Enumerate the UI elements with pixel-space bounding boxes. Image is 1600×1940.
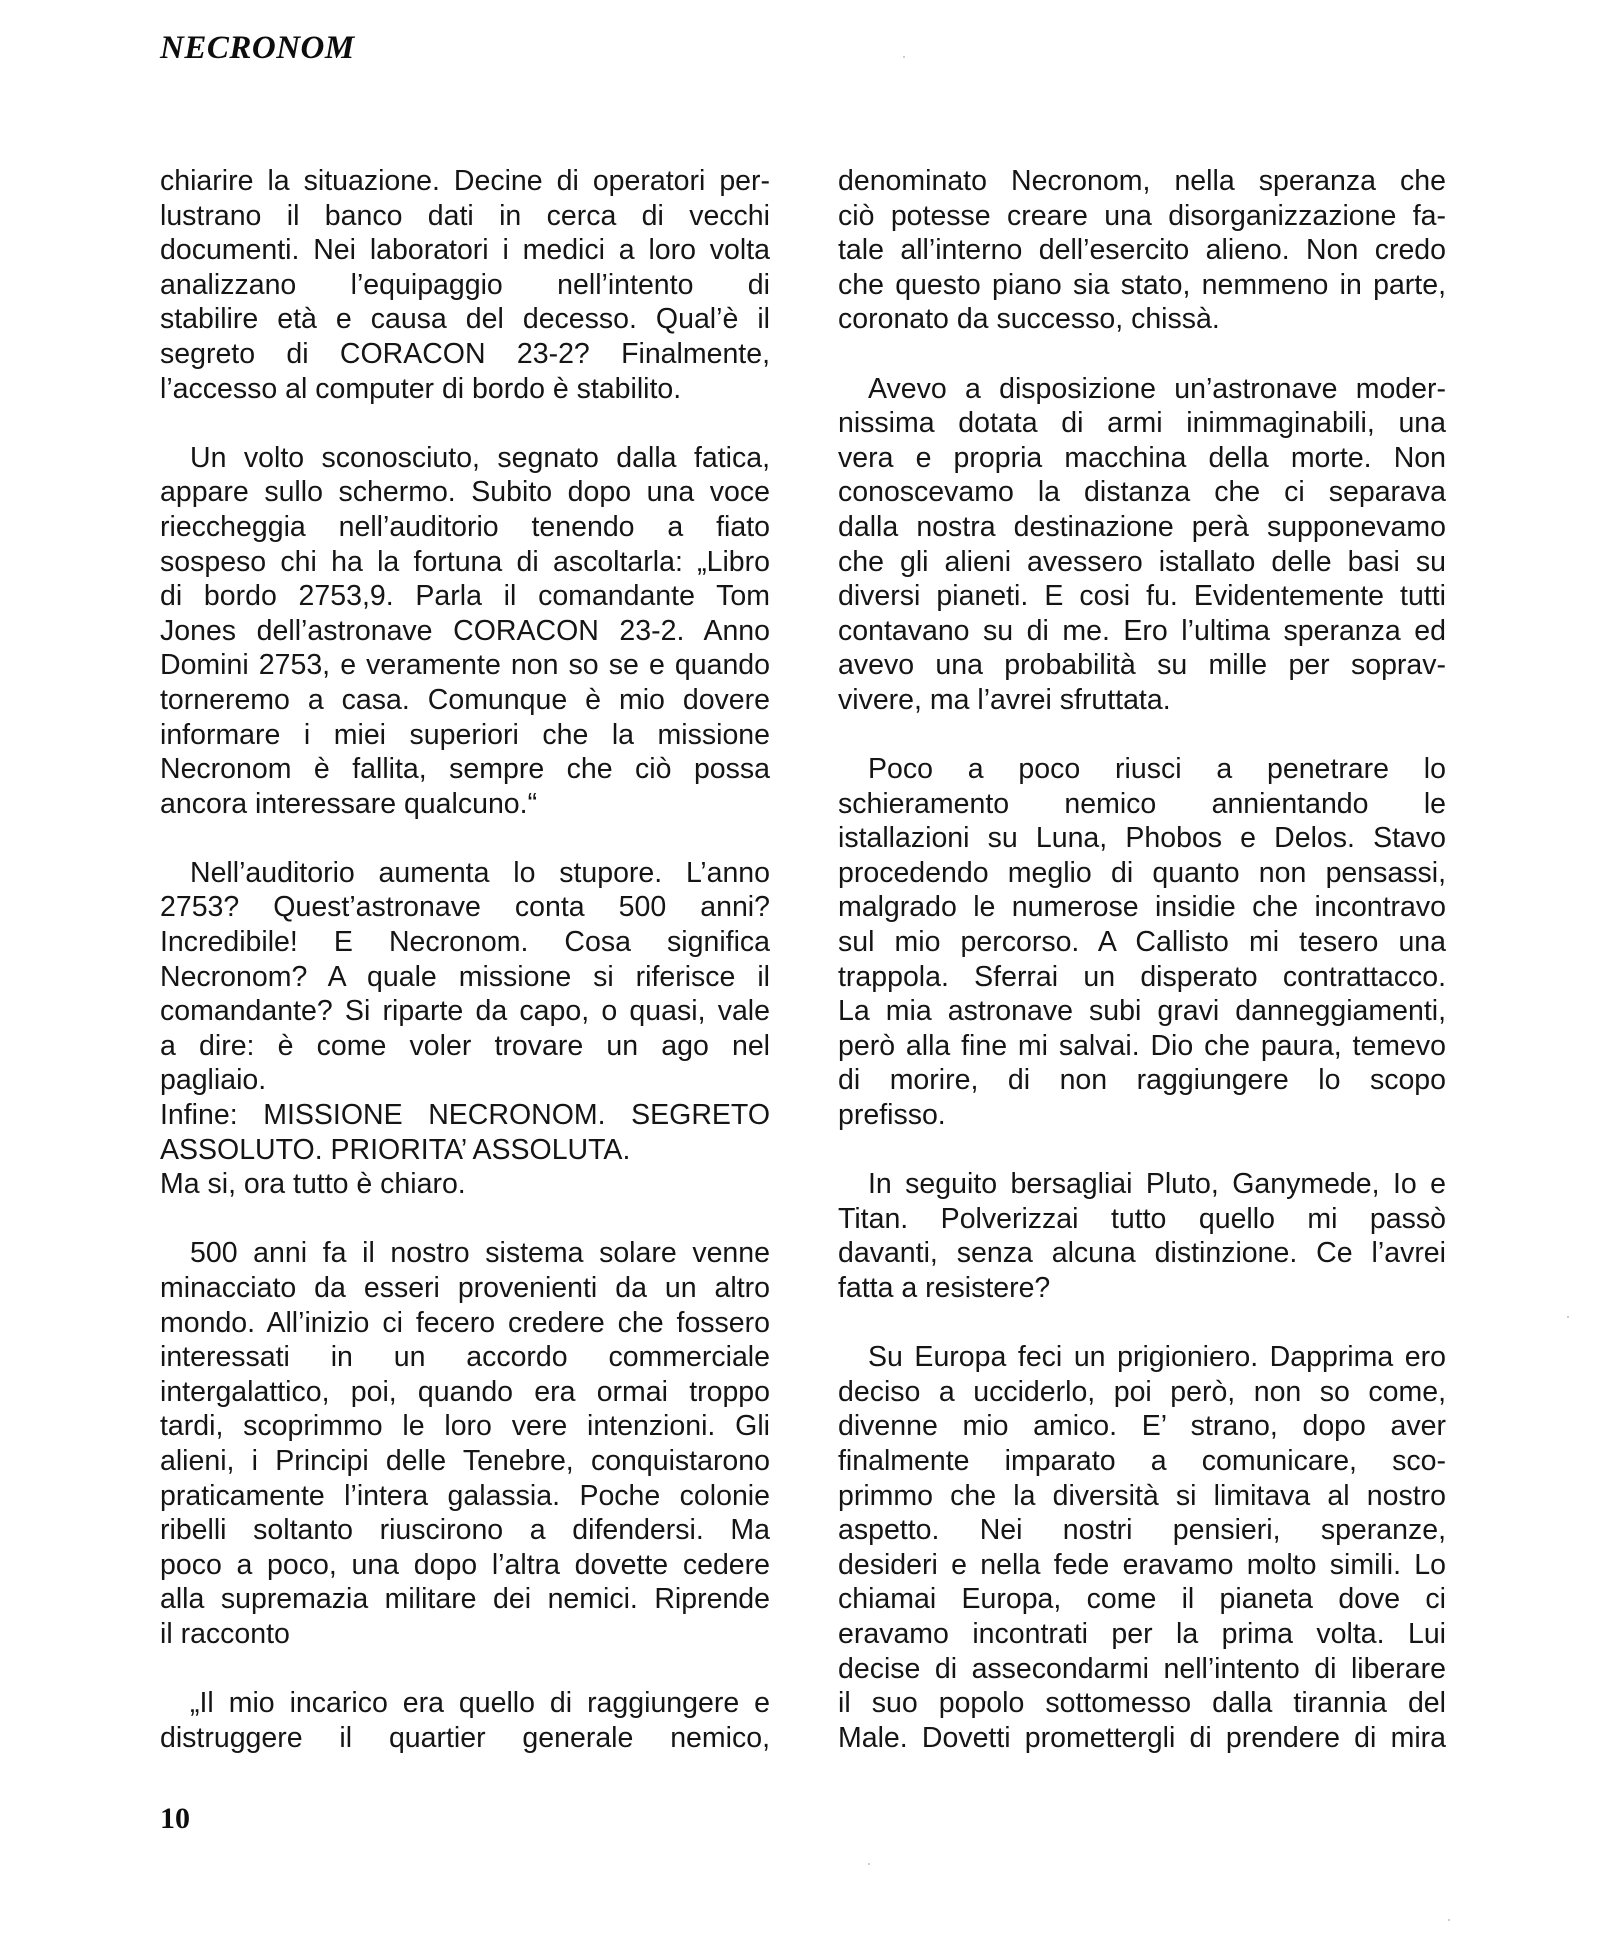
paragraph [160, 164, 770, 406]
text-line: contavano su di me. Ero l’ultima speranza ed [838, 614, 1446, 647]
text-line: desideri e nella fede eravamo molto simili. Lo [838, 1548, 1446, 1581]
text-line: Necronom? A quale missione si riferisce il [160, 960, 770, 993]
text-line: Su Europa feci un prigioniero. Dapprima ero [868, 1341, 1446, 1374]
text-line: segreto di CORACON 23-2? Finalmente, [160, 337, 770, 370]
text-line: l’accesso al computer di bordo è stabilito. [160, 372, 682, 405]
text-line: fatta a resistere? [838, 1272, 1051, 1304]
text-line: Necronom è fallita, sempre che ciò possa [160, 753, 770, 786]
text-line: Avevo a disposizione un’astronave moder- [868, 372, 1446, 405]
text-line: aspetto. Nei nostri pensieri, speranze, [838, 1514, 1446, 1547]
text-line: dalla nostra destinazione perà supponevamo [838, 510, 1446, 543]
text-line: Domini 2753, e veramente non so se e quando [160, 649, 770, 682]
text-line: ciò potesse creare una disorganizzazione fa- [838, 199, 1446, 232]
text-line: nissima dotata di armi inimmaginabili, una [838, 407, 1446, 440]
text-line: lustrano il banco dati in cerca di vecchi [160, 199, 770, 232]
text-line: di bordo 2753,9. Parla il comandante Tom [160, 580, 770, 613]
text-line: deciso a ucciderlo, poi però, non so come, [838, 1375, 1446, 1408]
text-line: distruggere il quartier generale nemico, [160, 1721, 770, 1754]
text-line: davanti, senza alcuna distinzione. Ce l’avrei [838, 1237, 1446, 1270]
text-line: procedendo meglio di quanto non pensassi, [838, 856, 1446, 889]
text-line: Incredibile! E Necronom. Cosa significa [160, 926, 770, 959]
text-line: di morire, di non raggiungere lo scopo [838, 1064, 1446, 1097]
text-line: il racconto [160, 1617, 290, 1650]
scan-speck [903, 56, 905, 58]
text-line: „Il mio incarico era quello di raggiungere e [190, 1687, 770, 1720]
text-line: intergalattico, poi, quando era ormai troppo [160, 1375, 770, 1408]
right-column [838, 164, 1446, 1790]
text-line: il suo popolo sottomesso dalla tirannia del [838, 1687, 1446, 1720]
text-line: che gli alieni avessero istallato delle basi su [838, 545, 1446, 578]
text-line: comandante? Si riparte da capo, o quasi, vale [160, 995, 770, 1028]
text-line: ribelli soltanto riuscirono a difendersi. Ma [160, 1514, 770, 1547]
paragraph [838, 1340, 1446, 1755]
text-line: torneremo a casa. Comunque è mio dovere [160, 683, 770, 716]
text-line: chiarire la situazione. Decine di operatori per- [160, 165, 770, 197]
text-line: Ma si, ora tutto è chiaro. [160, 1168, 466, 1201]
text-line: diversi pianeti. E cosi fu. Evidentemente tutti [838, 580, 1446, 613]
text-line: mondo. All’inizio ci fecero credere che fossero [160, 1306, 770, 1339]
text-line: a dire: è come voler trovare un ago nel [160, 1029, 770, 1062]
text-line: vera e propria macchina della morte. Non [838, 441, 1446, 474]
text-line: malgrado le numerose insidie che incontravo [838, 891, 1446, 924]
text-line: 2753? Quest’astronave conta 500 anni? [160, 891, 770, 924]
text-line: interessati in un accordo commerciale [160, 1341, 770, 1374]
paragraph [160, 1236, 770, 1651]
paragraph [838, 164, 1446, 337]
text-line: vivere, ma l’avrei sfruttata. [838, 683, 1171, 716]
text-line: Infine: MISSIONE NECRONOM. SEGRETO [160, 1099, 770, 1132]
running-title: NECRONOM [160, 30, 355, 66]
text-line: 500 anni fa il nostro sistema solare venne [190, 1237, 770, 1270]
text-line: Male. Dovetti promettergli di prendere di mira [838, 1721, 1446, 1754]
text-line: Jones dell’astronave CORACON 23-2. Anno [160, 614, 770, 647]
left-column [160, 164, 770, 1790]
text-line: tardi, scoprimmo le loro vere intenzioni. Gli [160, 1410, 770, 1443]
text-line: tale all’interno dell’esercito alieno. Non credo [838, 234, 1446, 267]
text-line: In seguito bersagliai Pluto, Ganymede, Io e [868, 1168, 1446, 1201]
text-line: Titan. Polverizzai tutto quello mi passò [838, 1202, 1446, 1235]
paragraph [160, 441, 770, 822]
text-line: La mia astronave subi gravi danneggiamenti, [838, 995, 1446, 1028]
paragraph [838, 372, 1446, 718]
text-line: finalmente imparato a comunicare, sco- [838, 1444, 1446, 1477]
text-line: praticamente l’intera galassia. Poche colonie [160, 1479, 770, 1512]
scan-speck [868, 1863, 870, 1865]
text-line: analizzano l’equipaggio nell’intento di [160, 268, 770, 301]
text-line: Nell’auditorio aumenta lo stupore. L’anno [190, 856, 770, 889]
text-line: trappola. Sferrai un disperato contrattacco. [838, 960, 1446, 993]
text-line: conoscevamo la distanza che ci separava [838, 476, 1446, 509]
text-line: prefisso. [838, 1099, 946, 1132]
text-line: primmo che la diversità si limitava al nostro [838, 1479, 1446, 1512]
text-line: denominato Necronom, nella speranza che [838, 165, 1446, 197]
text-line: ASSOLUTO. PRIORITA’ ASSOLUTA. [160, 1133, 631, 1166]
text-line: divenne mio amico. E’ strano, dopo aver [838, 1410, 1446, 1443]
page-number: 10 [160, 1802, 190, 1835]
text-line: poco a poco, una dopo l’altra dovette cedere [160, 1548, 770, 1581]
text-line: Poco a poco riusci a penetrare lo [868, 753, 1446, 786]
text-line: sospeso chi ha la fortuna di ascoltarla: „Libro [160, 545, 770, 578]
text-line: stabilire età e causa del decesso. Qual’è il [160, 303, 770, 336]
text-line: eravamo incontrati per la prima volta. Lui [838, 1617, 1446, 1650]
text-line: ancora interessare qualcuno.“ [160, 787, 538, 820]
paragraph [838, 1167, 1446, 1305]
text-line: riecchеggia nell’auditorio tenendo a fiato [160, 510, 770, 543]
text-line: minacciato da esseri provenienti da un altro [160, 1272, 770, 1304]
text-line: alieni, i Principi delle Tenebre, conquistarono [160, 1444, 770, 1477]
text-line: sul mio percorso. A Callisto mi tesero una [838, 926, 1446, 959]
text-line: però alla fine mi salvai. Dio che paura, temevo [838, 1029, 1446, 1062]
paragraph [160, 856, 770, 1098]
text-line: alla supremazia militare dei nemici. Riprende [160, 1583, 770, 1616]
scan-speck [1448, 1919, 1450, 1921]
text-line: schieramento nemico annientando le [838, 787, 1446, 820]
paragraph [160, 1098, 770, 1167]
text-line: avevo una probabilità su mille per soprav- [838, 649, 1446, 682]
text-line: Un volto sconosciuto, segnato dalla fatica, [190, 441, 770, 474]
text-line: documenti. Nei laboratori i medici a loro volta [160, 234, 770, 267]
text-line: chiamai Europa, come il pianeta dove ci [838, 1583, 1446, 1616]
paragraph [160, 1167, 770, 1202]
text-line: pagliaio. [160, 1064, 267, 1097]
text-line: istallazioni su Luna, Phobos e Delos. Stavo [838, 822, 1446, 855]
text-line: coronato da successo, chissà. [838, 303, 1220, 336]
text-line: decise di assecondarmi nell’intento di liberare [838, 1652, 1446, 1685]
text-line: che questo piano sia stato, nemmeno in parte, [838, 268, 1446, 301]
paragraph [838, 752, 1446, 1133]
scan-speck [1567, 1316, 1569, 1318]
text-line: appare sullo schermo. Subito dopo una voce [160, 476, 770, 509]
paragraph [160, 1686, 770, 1755]
text-line: informare i miei superiori che la missione [160, 718, 770, 751]
